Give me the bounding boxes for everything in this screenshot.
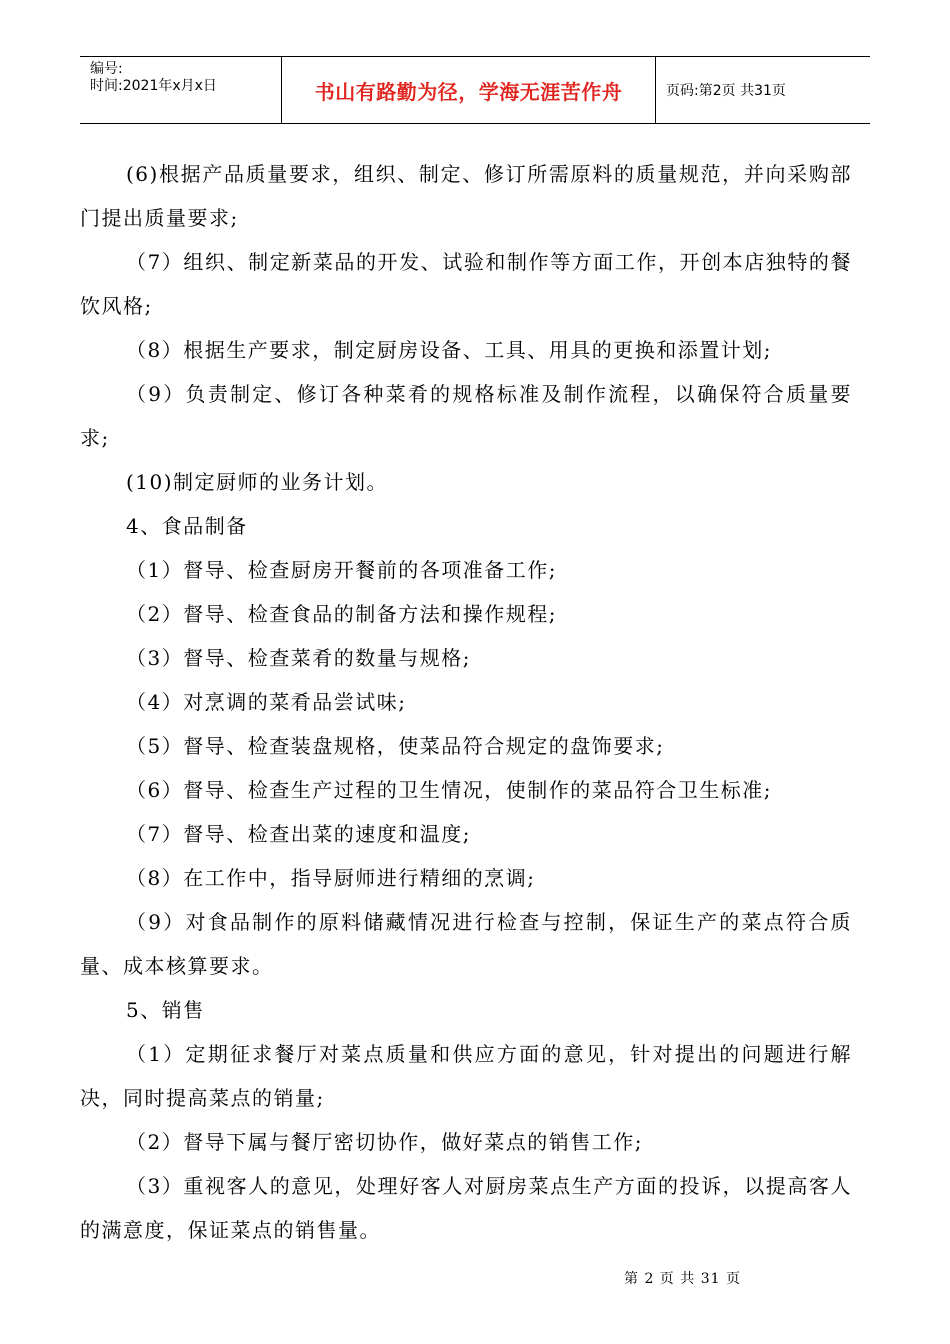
section-heading: 5、销售 <box>126 998 205 1022</box>
page-footer: 第 2 页 共 31 页 <box>624 1271 741 1287</box>
paragraph: （6）督导、检查生产过程的卫生情况，使制作的菜品符合卫生标准; <box>126 778 772 802</box>
header-page-info: 页码:第2页 共31页 <box>666 83 786 99</box>
paragraph: （8）根据生产要求，制定厨房设备、工具、用具的更换和添置计划; <box>126 338 772 362</box>
page-header <box>80 56 870 124</box>
paragraph: （7）督导、检查出菜的速度和温度; <box>126 822 471 846</box>
paragraph: （8）在工作中，指导厨师进行精细的烹调; <box>126 866 536 890</box>
document-time-label: 时间:2021年x月x日 <box>90 78 217 94</box>
paragraph: （1）定期征求餐厅对菜点质量和供应方面的意见，针对提出的问题进行解决，同时提高菜点的销量; <box>80 1042 852 1110</box>
paragraph: （3）督导、检查菜肴的数量与规格; <box>126 646 471 670</box>
paragraph: （4）对烹调的菜肴品尝试味; <box>126 690 407 714</box>
header-meta <box>80 57 282 123</box>
paragraph: (6)根据产品质量要求，组织、制定、修订所需原料的质量规范，并向采购部门提出质量要求; <box>80 162 852 230</box>
paragraph: （2）督导下属与餐厅密切协作，做好菜点的销售工作; <box>126 1130 643 1154</box>
header-motto: 书山有路勤为径，学海无涯苦作舟 <box>282 57 656 123</box>
paragraph: （2）督导、检查食品的制备方法和操作规程; <box>126 602 557 626</box>
section-heading: 4、食品制备 <box>126 514 248 538</box>
document-body <box>80 152 852 1252</box>
paragraph: (10)制定厨师的业务计划。 <box>126 470 389 494</box>
paragraph: （9）负责制定、修订各种菜肴的规格标准及制作流程，以确保符合质量要求; <box>80 382 852 450</box>
document-number-label: 编号: <box>90 61 123 77</box>
paragraph: （1）督导、检查厨房开餐前的各项准备工作; <box>126 558 557 582</box>
paragraph: （5）督导、检查装盘规格，使菜品符合规定的盘饰要求; <box>126 734 665 758</box>
paragraph: （9）对食品制作的原料储藏情况进行检查与控制，保证生产的菜点符合质量、成本核算要求。 <box>80 910 852 978</box>
paragraph: （3）重视客人的意见，处理好客人对厨房菜点生产方面的投诉，以提高客人的满意度，保证菜点的销售量。 <box>80 1174 852 1242</box>
paragraph: （7）组织、制定新菜品的开发、试验和制作等方面工作，开创本店独特的餐饮风格; <box>80 250 852 318</box>
